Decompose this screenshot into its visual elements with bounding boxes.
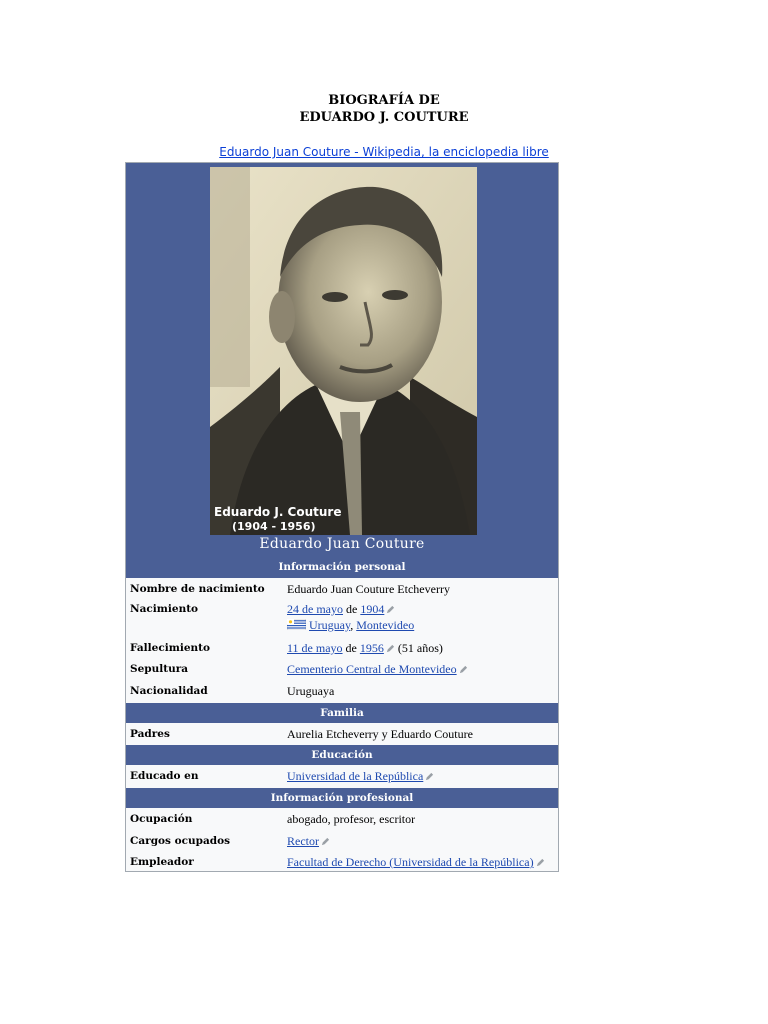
title-line-2: EDUARDO J. COUTURE — [299, 110, 469, 125]
section-personal-info: Información personal — [126, 557, 558, 577]
portrait-image — [210, 167, 477, 535]
edit-pencil-icon[interactable] — [386, 644, 395, 653]
row-value: Eduardo Juan Couture Etcheverry — [287, 582, 450, 596]
row-label: Nombre de nacimiento — [130, 583, 265, 595]
death-year-link[interactable]: 1956 — [359, 641, 384, 655]
birth-comma: , — [350, 618, 357, 632]
birth-sep: de — [343, 602, 361, 616]
page-title — [0, 92, 768, 126]
row-label: Padres — [130, 728, 170, 740]
birth-country-link[interactable]: Uruguay — [309, 618, 351, 632]
row-value — [287, 833, 330, 849]
wikipedia-source-link[interactable]: Eduardo Juan Couture - Wikipedia, la enciclopedia libre — [219, 145, 549, 159]
edit-pencil-icon[interactable] — [425, 772, 434, 781]
row-label: Cargos ocupados — [130, 835, 231, 847]
infobox — [125, 162, 559, 872]
photo-panel — [126, 163, 558, 578]
employer-link[interactable]: Facultad de Derecho (Universidad de la República) — [287, 855, 534, 869]
title-line-1: BIOGRAFÍA DE — [328, 93, 440, 108]
uruguay-flag-icon — [287, 619, 306, 630]
edit-pencil-icon[interactable] — [386, 605, 395, 614]
burial-link[interactable]: Cementerio Central de Montevideo — [287, 662, 457, 676]
section-education: Educación — [126, 745, 558, 765]
row-label: Nacimiento — [130, 603, 199, 615]
death-sep: de — [342, 641, 360, 655]
row-value — [287, 661, 468, 677]
birth-day-link[interactable]: 24 de mayo — [287, 602, 343, 616]
edit-pencil-icon[interactable] — [321, 837, 330, 846]
death-age: (51 años) — [394, 641, 443, 655]
row-value — [287, 854, 545, 870]
section-family: Familia — [126, 703, 558, 723]
row-label: Sepultura — [130, 663, 189, 675]
birth-year-link[interactable]: 1904 — [360, 602, 385, 616]
rector-link[interactable]: Rector — [287, 834, 319, 848]
row-label: Nacionalidad — [130, 685, 208, 697]
row-label: Empleador — [130, 856, 194, 868]
row-value — [287, 601, 414, 633]
portrait-photo[interactable] — [210, 167, 477, 535]
university-link[interactable]: Universidad de la República — [287, 769, 424, 783]
birth-city-link[interactable]: Montevideo — [356, 618, 415, 632]
row-value — [287, 640, 443, 656]
row-label: Fallecimiento — [130, 642, 210, 654]
photo-caption-years: (1904 - 1956) — [232, 520, 316, 533]
edit-pencil-icon[interactable] — [536, 858, 545, 867]
edit-pencil-icon[interactable] — [459, 665, 468, 674]
death-day-link[interactable]: 11 de mayo — [287, 641, 343, 655]
section-professional-info: Información profesional — [126, 788, 558, 808]
row-label: Educado en — [130, 770, 199, 782]
row-value — [287, 768, 434, 784]
row-value: Uruguaya — [287, 684, 335, 698]
photo-caption-name: Eduardo J. Couture — [214, 505, 342, 519]
infobox-name: Eduardo Juan Couture — [259, 536, 425, 552]
row-value: Aurelia Etcheverry y Eduardo Couture — [287, 727, 473, 741]
row-value: abogado, profesor, escritor — [287, 812, 416, 826]
row-label: Ocupación — [130, 813, 193, 825]
